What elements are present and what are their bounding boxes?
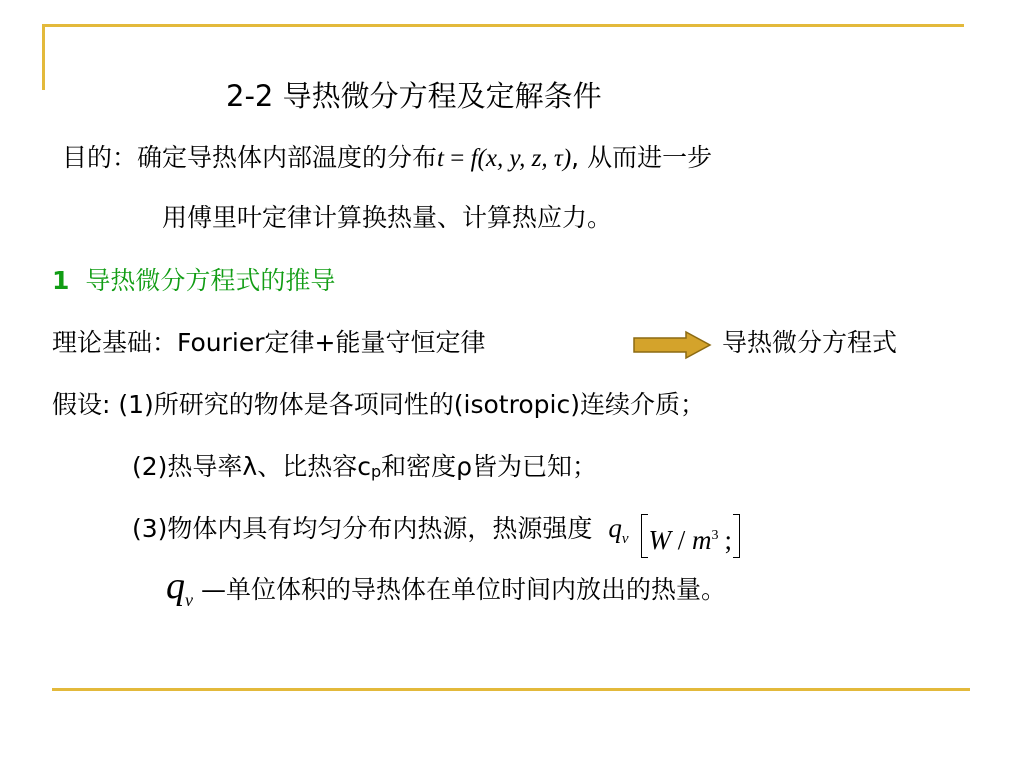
unit-m: m [692,525,712,555]
assumption-1: 假设: (1)所研究的物体是各项同性的(isotropic)连续介质； [52,390,705,419]
assumption-2-pre: (2)热导率λ、比热容c [132,452,371,481]
section-number: 1 [52,266,70,295]
unit-end: ; [724,525,733,555]
theory-label: 理论基础：Fourier定律+能量守恒定律 [52,328,486,357]
qv-symbol [608,513,629,547]
assumption-2-post: 和密度ρ皆为已知； [381,452,597,481]
cp-subscript: p [370,462,382,481]
formula-f: f [470,145,478,172]
slide-title: 2-2 导热微分方程及定解条件 [226,79,602,113]
assumption-3 [132,506,740,561]
unit-w: W [648,525,671,555]
purpose-prefix: 目的：确定导热体内部温度的分布 [62,143,438,172]
qv-large-q: q [166,565,185,607]
bottom-divider-line [52,688,970,691]
formula-t: t [437,145,444,172]
right-arrow-icon [632,330,712,360]
temperature-formula [437,145,571,172]
formula-equals: = [443,145,471,172]
qv-q: q [608,513,622,543]
qv-large-symbol [166,565,193,610]
qv-definition-text: —单位体积的导热体在单位时间内放出的热量。 [200,575,726,604]
formula-args: (x, y, z, τ) [477,145,572,172]
section-heading [52,264,335,298]
theory-result: 导热微分方程式 [722,328,898,357]
section-heading-text: 导热微分方程式的推导 [85,266,336,295]
unit-bracket [641,514,741,558]
purpose-line-1 [62,141,712,176]
unit-exponent: 3 [711,528,719,543]
purpose-line-2: 用傅里叶定律计算换热量、计算热应力。 [162,203,613,232]
unit-slash: / [671,525,693,555]
assumption-3-text: (3)物体内具有均匀分布内热源，热源强度 [132,514,593,543]
left-border-line [42,24,45,90]
arrow-svg [632,330,712,360]
qv-large-v: v [185,590,193,610]
assumption-2 [132,450,597,489]
top-border-line [42,24,964,27]
purpose-suffix: , 从而进一步 [571,143,713,172]
qv-definition [166,566,726,620]
qv-v: v [621,531,629,547]
